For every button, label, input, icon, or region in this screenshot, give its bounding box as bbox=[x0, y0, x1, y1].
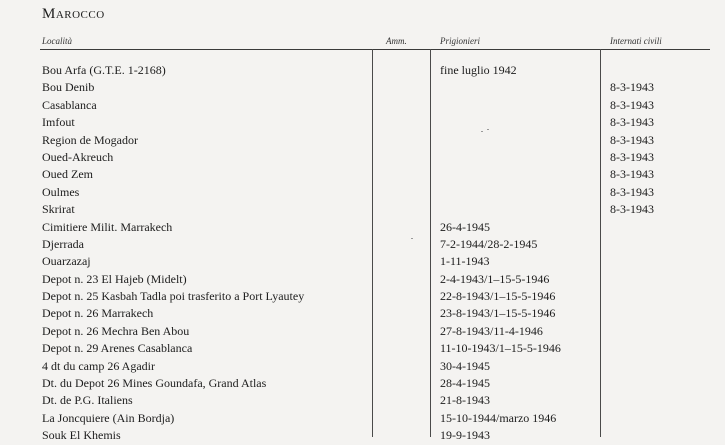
cell-localita: Souk El Khemis bbox=[42, 428, 121, 443]
cell-localita: Djerrada bbox=[42, 236, 84, 251]
cell-prigionieri: 27-8-1943/11-4-1946 bbox=[440, 323, 543, 338]
table-row bbox=[0, 97, 725, 114]
cell-internati-civili: 8-3-1943 bbox=[610, 115, 654, 130]
table-row bbox=[0, 288, 725, 305]
table-row bbox=[0, 201, 725, 218]
cell-internati-civili: 8-3-1943 bbox=[610, 132, 654, 147]
cell-localita: Oued-Akreuch bbox=[42, 149, 114, 164]
table-body bbox=[0, 62, 725, 445]
cell-localita: Casablanca bbox=[42, 97, 97, 112]
cell-localita: Oued Zem bbox=[42, 167, 93, 182]
table-row bbox=[0, 149, 725, 166]
cell-localita: Depot n. 29 Arenes Casablanca bbox=[42, 341, 193, 356]
cell-internati-civili: 8-3-1943 bbox=[610, 184, 654, 199]
cell-internati-civili: 8-3-1943 bbox=[610, 149, 654, 164]
header-rule bbox=[40, 49, 710, 50]
cell-localita: Dt. du Depot 26 Mines Goundafa, Grand Atlas bbox=[42, 376, 267, 391]
table-row bbox=[0, 132, 725, 149]
section-title: Marocco bbox=[42, 6, 105, 22]
cell-prigionieri: 7-2-1944/28-2-1945 bbox=[440, 236, 538, 251]
cell-prigionieri: 15-10-1944/marzo 1946 bbox=[440, 410, 557, 425]
cell-localita: Depot n. 23 El Hajeb (Midelt) bbox=[42, 271, 187, 286]
cell-internati-civili: 8-3-1943 bbox=[610, 97, 654, 112]
column-header-amm: Amm. bbox=[386, 36, 407, 46]
column-header-internati-civili: Internati civili bbox=[610, 36, 662, 46]
table-row bbox=[0, 114, 725, 131]
cell-localita: Skrirat bbox=[42, 202, 75, 217]
cell-localita: Depot n. 25 Kasbah Tadla poi trasferito a Port Lyautey bbox=[42, 289, 305, 304]
cell-prigionieri: 11-10-1943/1–15-5-1946 bbox=[440, 341, 561, 356]
cell-prigionieri: 21-8-1943 bbox=[440, 393, 490, 408]
cell-localita: 4 dt du camp 26 Agadir bbox=[42, 358, 155, 373]
cell-localita: Cimitiere Milit. Marrakech bbox=[42, 219, 173, 234]
table-row bbox=[0, 427, 725, 444]
cell-localita: Region de Mogador bbox=[42, 132, 138, 147]
table-row bbox=[0, 253, 725, 270]
table-row bbox=[0, 375, 725, 392]
cell-localita: Imfout bbox=[42, 115, 75, 130]
cell-prigionieri: 1-11-1943 bbox=[440, 254, 490, 269]
cell-localita: Ouarzazaj bbox=[42, 254, 91, 269]
table-row bbox=[0, 340, 725, 357]
column-header-prigionieri: Prigionieri bbox=[440, 36, 480, 46]
cell-localita: Depot n. 26 Mechra Ben Abou bbox=[42, 323, 190, 338]
table-row bbox=[0, 410, 725, 427]
table-row bbox=[0, 166, 725, 183]
cell-internati-civili: 8-3-1943 bbox=[610, 202, 654, 217]
table-row bbox=[0, 323, 725, 340]
cell-prigionieri: 28-4-1945 bbox=[440, 376, 490, 391]
column-header-localita: Località bbox=[42, 36, 73, 46]
table-row bbox=[0, 358, 725, 375]
cell-localita: Depot n. 26 Marrakech bbox=[42, 306, 154, 321]
cell-localita: Bou Denib bbox=[42, 80, 95, 95]
table-row bbox=[0, 79, 725, 96]
cell-prigionieri: 2-4-1943/1–15-5-1946 bbox=[440, 271, 550, 286]
cell-internati-civili: 8-3-1943 bbox=[610, 80, 654, 95]
table-row bbox=[0, 271, 725, 288]
cell-internati-civili: 8-3-1943 bbox=[610, 167, 654, 182]
table-row bbox=[0, 184, 725, 201]
cell-prigionieri: fine luglio 1942 bbox=[440, 63, 517, 77]
table-row bbox=[0, 305, 725, 322]
cell-localita: Oulmes bbox=[42, 184, 80, 199]
cell-localita: La Joncquiere (Ain Bordja) bbox=[42, 410, 175, 425]
cell-localita: Bou Arfa (G.T.E. 1-2168) bbox=[42, 63, 166, 77]
table-row bbox=[0, 236, 725, 253]
table-row bbox=[0, 219, 725, 236]
cell-localita: Dt. de P.G. Italiens bbox=[42, 393, 133, 408]
table-row bbox=[0, 392, 725, 409]
cell-prigionieri: 19-9-1943 bbox=[440, 428, 490, 443]
cell-prigionieri: 30-4-1945 bbox=[440, 358, 490, 373]
cell-prigionieri: 22-8-1943/1–15-5-1946 bbox=[440, 289, 556, 304]
table-row bbox=[0, 62, 725, 79]
cell-prigionieri: 23-8-1943/1–15-5-1946 bbox=[440, 306, 556, 321]
cell-prigionieri: 26-4-1945 bbox=[440, 219, 490, 234]
